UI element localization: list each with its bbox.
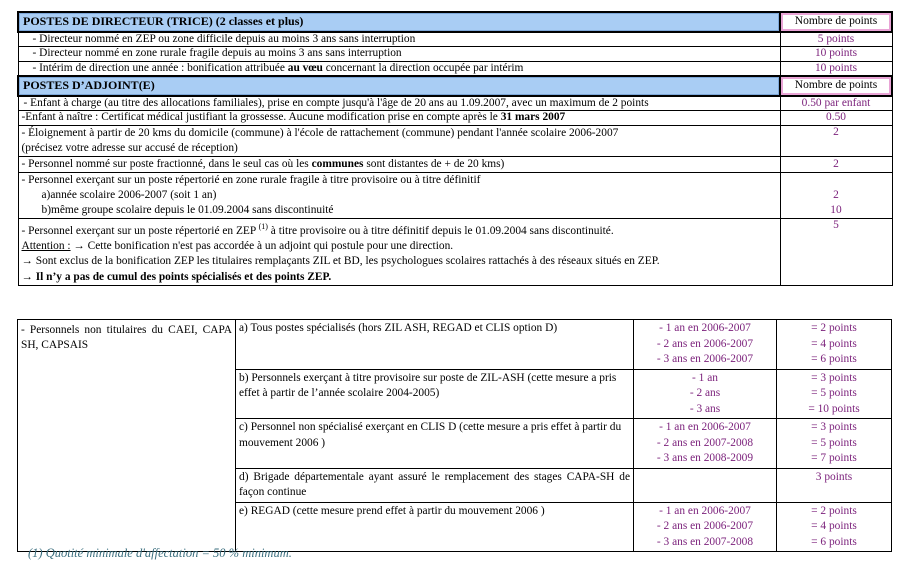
footnote-ref: (1): [258, 221, 268, 231]
row-text: [18, 172, 780, 218]
points: = 5 points: [811, 387, 857, 399]
points: = 7 points: [811, 452, 857, 464]
row-desc: e) REGAD (cette mesure prend effet à partir du mouvement 2006 ): [236, 502, 634, 552]
row-text: [18, 218, 780, 286]
table-row: [18, 47, 892, 62]
row-desc: d) Brigade départementale ayant assuré le remplacement des stages CAPA-SH de façon continue: [236, 468, 634, 502]
row-text: [18, 125, 780, 156]
row-points: 2: [780, 125, 892, 156]
row-points: 10 points: [780, 61, 892, 76]
points: 3 points: [815, 470, 853, 483]
row-text: - Directeur nommé en zone rurale fragile depuis au moins 3 ans sans interruption: [18, 47, 780, 62]
points: = 2 points: [811, 322, 857, 334]
duration: - 1 an: [692, 371, 718, 384]
text-line: b)même groupe scolaire depuis le 01.09.2004 sans discontinuité: [41, 203, 334, 216]
row-points: [777, 320, 892, 370]
text-line: - Personnel exerçant sur un poste répertorié en zone rurale fragile à titre provisoire ou à titre définitif: [21, 173, 481, 186]
row-durations: [634, 419, 777, 469]
text-line: → Sont exclus de la bonification ZEP les titulaires remplaçants ZIL et BD, les psychologues scolaires rattachés à des réseaux situés en ZEP.: [21, 255, 660, 268]
row-text: [18, 111, 780, 126]
points: = 3 points: [811, 421, 857, 433]
table-row: [18, 125, 892, 156]
text-line: - Éloignement à partir de 20 kms du domicile (commune) à l'école de rattachement (commune) pendant l'année scolaire 2006-2007: [21, 126, 619, 139]
points-table-directeur-adjoint: [17, 11, 893, 286]
adjoint-title: POSTES D’ADJOINT(E): [18, 76, 780, 96]
row-durations: [634, 468, 777, 502]
row-points: 2: [780, 156, 892, 172]
row-desc: c) Personnel non spécialisé exerçant en CLIS D (cette mesure a pris effet à partir du mouvement 2006 ): [236, 419, 634, 469]
duration: - 3 ans en 2006-2007: [656, 353, 754, 365]
duration: - 1 an en 2006-2007: [659, 421, 751, 433]
row-points: [777, 468, 892, 502]
points: = 6 points: [811, 535, 857, 548]
row-points: 0.50: [780, 111, 892, 126]
duration: - 2 ans en 2006-2007: [656, 520, 754, 532]
bold-text: communes: [311, 157, 364, 170]
duration: - 3 ans en 2008-2009: [656, 452, 754, 464]
duration: - 1 an en 2006-2007: [659, 504, 751, 517]
row-durations: [634, 320, 777, 370]
table-row: [18, 218, 892, 286]
text-line: (précisez votre adresse sur accusé de réception): [21, 141, 238, 154]
personnels-label: - Personnels non titulaires du CAEI, CAPA SH, CAPSAIS: [18, 320, 236, 552]
directeur-title: POSTES DE DIRECTEUR (TRICE) (2 classes et plus): [18, 12, 780, 32]
text-part: - Intérim de direction une année : bonification attribuée: [32, 61, 288, 74]
row-desc: b) Personnels exerçant à titre provisoire sur poste de ZIL-ASH (cette mesure a pris effet à partir de l’année scolaire 2004-2005): [236, 369, 634, 419]
table-row: [18, 61, 892, 76]
directeur-points-header: Nombre de points: [780, 12, 892, 32]
footnote: (1) Quotité minimale d'affectation = 50 % minimum.: [28, 546, 292, 560]
duration: - 3 ans en 2007-2008: [656, 535, 754, 548]
points: = 4 points: [811, 520, 857, 532]
text-part: → Cette bonification n'est pas accordée à un adjoint qui postule pour une direction.: [70, 239, 454, 252]
row-text: - Directeur nommé en ZEP ou zone difficile depuis au moins 3 ans sans interruption: [18, 32, 780, 47]
points-b: 10: [830, 203, 842, 216]
adjoint-points-header: Nombre de points: [780, 76, 892, 96]
row-desc: a) Tous postes spécialisés (hors ZIL ASH, REGAD et CLIS option D): [236, 320, 634, 370]
points: = 6 points: [811, 353, 857, 365]
points-a: 2: [833, 188, 839, 201]
row-text: [18, 156, 780, 172]
table-row: [18, 32, 892, 47]
duration: - 2 ans: [689, 387, 721, 399]
text-part: -Enfant à naître : Certificat médical justifiant la grossesse. Aucune modification prise en compte après le: [21, 111, 501, 123]
attention-label: Attention :: [21, 239, 71, 252]
text-part: - Personnel exerçant sur un poste répertorié en ZEP: [21, 224, 259, 237]
points: = 4 points: [811, 337, 857, 350]
text-line: a)année scolaire 2006-2007 (soit 1 an): [41, 188, 217, 201]
adjoint-header-row: [18, 76, 892, 96]
duration: - 2 ans en 2006-2007: [656, 337, 754, 350]
row-points: [777, 419, 892, 469]
text-line: [22, 219, 777, 239]
directeur-header-row: [18, 12, 892, 32]
row-points: 10 points: [780, 47, 892, 62]
row-text: [18, 61, 780, 76]
text-part: concernant la direction occupée par intérim: [322, 61, 524, 74]
row-points: [777, 369, 892, 419]
bold-text: 31 mars 2007: [500, 111, 566, 123]
row-points: [777, 502, 892, 552]
row-points: [780, 172, 892, 218]
text-line: → Il n’y a pas de cumul des points spécialisés et des points ZEP.: [21, 270, 332, 283]
row-text: - Enfant à charge (au titre des allocations familiales), prise en compte jusqu'à l'âge de 20 ans au 1.09.2007, avec un maximum de 2 points: [18, 96, 780, 111]
points: = 10 points: [808, 402, 860, 415]
row-points: 5 points: [780, 32, 892, 47]
duration: - 1 an en 2006-2007: [659, 322, 751, 334]
text-line: [22, 239, 777, 255]
bold-text: au vœu: [287, 61, 323, 74]
points: = 2 points: [811, 504, 857, 517]
text-part: à titre provisoire ou à titre définitif depuis le 01.09.2004 sans discontinuité.: [267, 224, 614, 237]
row-durations: [634, 502, 777, 552]
text-part: sont distantes de + de 20 kms): [363, 157, 505, 170]
row-points: 0.50 par enfant: [780, 96, 892, 111]
row-points: 5: [780, 218, 892, 286]
text-part: - Personnel nommé sur poste fractionné, dans le seul cas où les: [21, 157, 312, 170]
points: = 5 points: [811, 436, 857, 449]
table-row: [18, 320, 892, 370]
table-row: [18, 96, 892, 111]
table-row: [18, 111, 892, 126]
points-table-specialises: [17, 319, 892, 552]
table-row: [18, 156, 892, 172]
duration: - 2 ans en 2007-2008: [656, 436, 754, 449]
points: = 3 points: [811, 371, 857, 384]
row-durations: [634, 369, 777, 419]
table-row: [18, 172, 892, 218]
duration: - 3 ans: [689, 402, 721, 415]
